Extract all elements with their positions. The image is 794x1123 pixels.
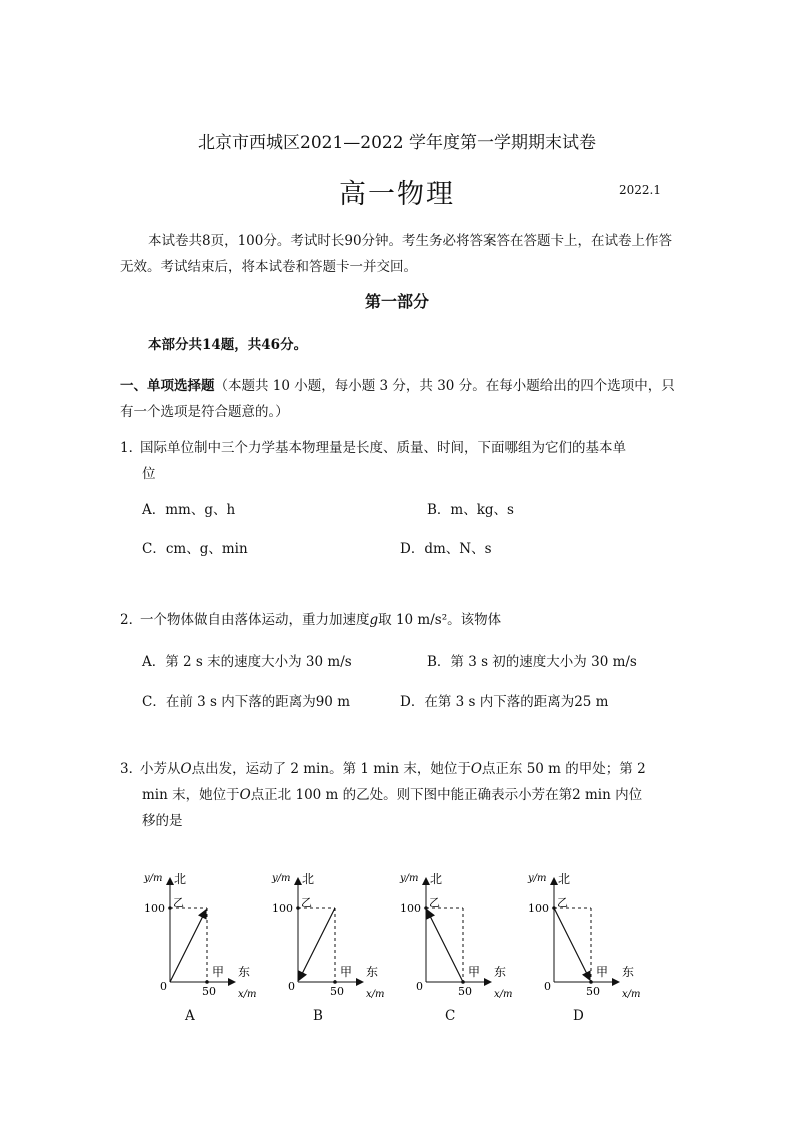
y-tick: 100 [528,902,549,915]
section-label: 一、单项选择题 [120,378,215,394]
x-axis-label: x/m [238,989,257,1000]
y-axis-label: y/m [400,873,419,884]
north-label: 北 [174,872,187,886]
option-2b[interactable]: B．第 3 s 初的速度大小为 30 m/s [427,654,637,670]
displacement-arrow [554,908,590,980]
option-1d[interactable]: D．dm、N、s [400,541,492,557]
question-number: 3． [120,761,143,777]
question-number: 2． [120,612,143,628]
y-tick: 100 [400,902,421,915]
figure-label: B [313,1008,323,1024]
q3-text: 点正北 100 m 的乙处。则下图中能正确表示小芳在第2 min 内位 [250,787,643,803]
displacement-arrow [170,910,206,982]
section-heading [120,373,680,425]
part-note: 本部分共14题，共46分。 [148,337,308,353]
figure-label: D [573,1008,584,1024]
option-2d[interactable]: D．在第 3 s 内下落的距离为25 m [400,694,609,710]
question-stem-end: 取 10 m/s²。该物体 [378,612,502,628]
y-axis-label: y/m [144,873,163,884]
x-tick: 50 [202,985,216,998]
y-axis-label: y/m [272,873,291,884]
point-a-label: 甲 [596,965,609,979]
figure-d[interactable] [524,864,644,1034]
question-stem: 国际单位制中三个力学基本物理量是长度、质量、时间，下面哪组为它们的基本单 [140,440,626,456]
gravity-symbol: g [369,612,379,628]
figure-label: C [445,1008,456,1024]
option-1a[interactable]: A．mm、g、h [142,502,236,518]
east-label: 东 [238,965,251,979]
option-1c[interactable]: C．cm、g、min [142,541,248,557]
exam-date: 2022.1 [619,183,661,197]
point-b-label: 乙 [301,896,312,909]
q3-text: 小芳从 [140,761,181,777]
x-axis-label: x/m [494,989,513,1000]
north-label: 北 [430,872,443,886]
q3-text: 点出发，运动了 2 min。第 1 min 末，她位于 [191,761,471,777]
figure-c[interactable] [396,864,516,1034]
option-1b[interactable]: B．m、kg、s [427,502,514,518]
question-number: 1． [120,440,143,456]
q3-text: 点正东 50 m 的甲处；第 2 [481,761,646,777]
east-label: 东 [494,965,507,979]
section-desc: （本题共 10 小题，每小题 3 分，共 30 分。在每小题给出的四个选项中，只有一个选项是符合题意的。） [120,378,675,420]
north-label: 北 [302,872,315,886]
q3-text: 移的是 [142,813,183,829]
question-2 [120,607,680,633]
point-a-label: 甲 [468,965,481,979]
east-label: 东 [622,965,635,979]
subject-title: 高一物理 [339,179,455,210]
y-tick: 100 [272,902,293,915]
x-tick: 50 [586,985,600,998]
part-title: 第一部分 [364,292,429,311]
figure-a[interactable] [140,864,260,1034]
figure-label: A [185,1008,195,1024]
question-stem-cont: 位 [142,466,156,482]
north-label: 北 [558,872,571,886]
option-2c[interactable]: C．在前 3 s 内下落的距离为90 m [142,694,350,710]
intro-paragraph: 本试卷共8页，100分。考试时长90分钟。考生务必将答案答在答题卡上，在试卷上作答无效。考试结束后，将本试卷和答题卡一并交回。 [120,233,673,275]
x-tick: 50 [458,985,472,998]
point-b-label: 乙 [173,896,184,909]
question-3 [120,756,680,834]
point-o: O [470,761,482,777]
y-tick: 100 [144,902,165,915]
displacement-arrow [299,908,335,980]
q3-text: min 末，她位于 [142,787,240,803]
point-o: O [239,787,251,803]
option-2a[interactable]: A．第 2 s 末的速度大小为 30 m/s [142,654,352,670]
origin-label: 0 [160,980,167,993]
origin-label: 0 [544,980,551,993]
origin-label: 0 [416,980,423,993]
point-b-label: 乙 [557,896,568,909]
question-stem: 一个物体做自由落体运动，重力加速度 [140,612,370,628]
point-a-label: 甲 [340,965,353,979]
origin-label: 0 [288,980,295,993]
point-o: O [180,761,192,777]
exam-title: 北京市西城区2021—2022 学年度第一学期期末试卷 [198,133,596,153]
point-b-label: 乙 [429,896,440,909]
point-a-label: 甲 [212,965,225,979]
y-axis-label: y/m [528,873,547,884]
figure-b[interactable] [268,864,388,1034]
displacement-arrow [427,910,463,982]
east-label: 东 [366,965,379,979]
question-1 [120,435,680,487]
x-axis-label: x/m [622,989,641,1000]
x-tick: 50 [330,985,344,998]
x-axis-label: x/m [366,989,385,1000]
